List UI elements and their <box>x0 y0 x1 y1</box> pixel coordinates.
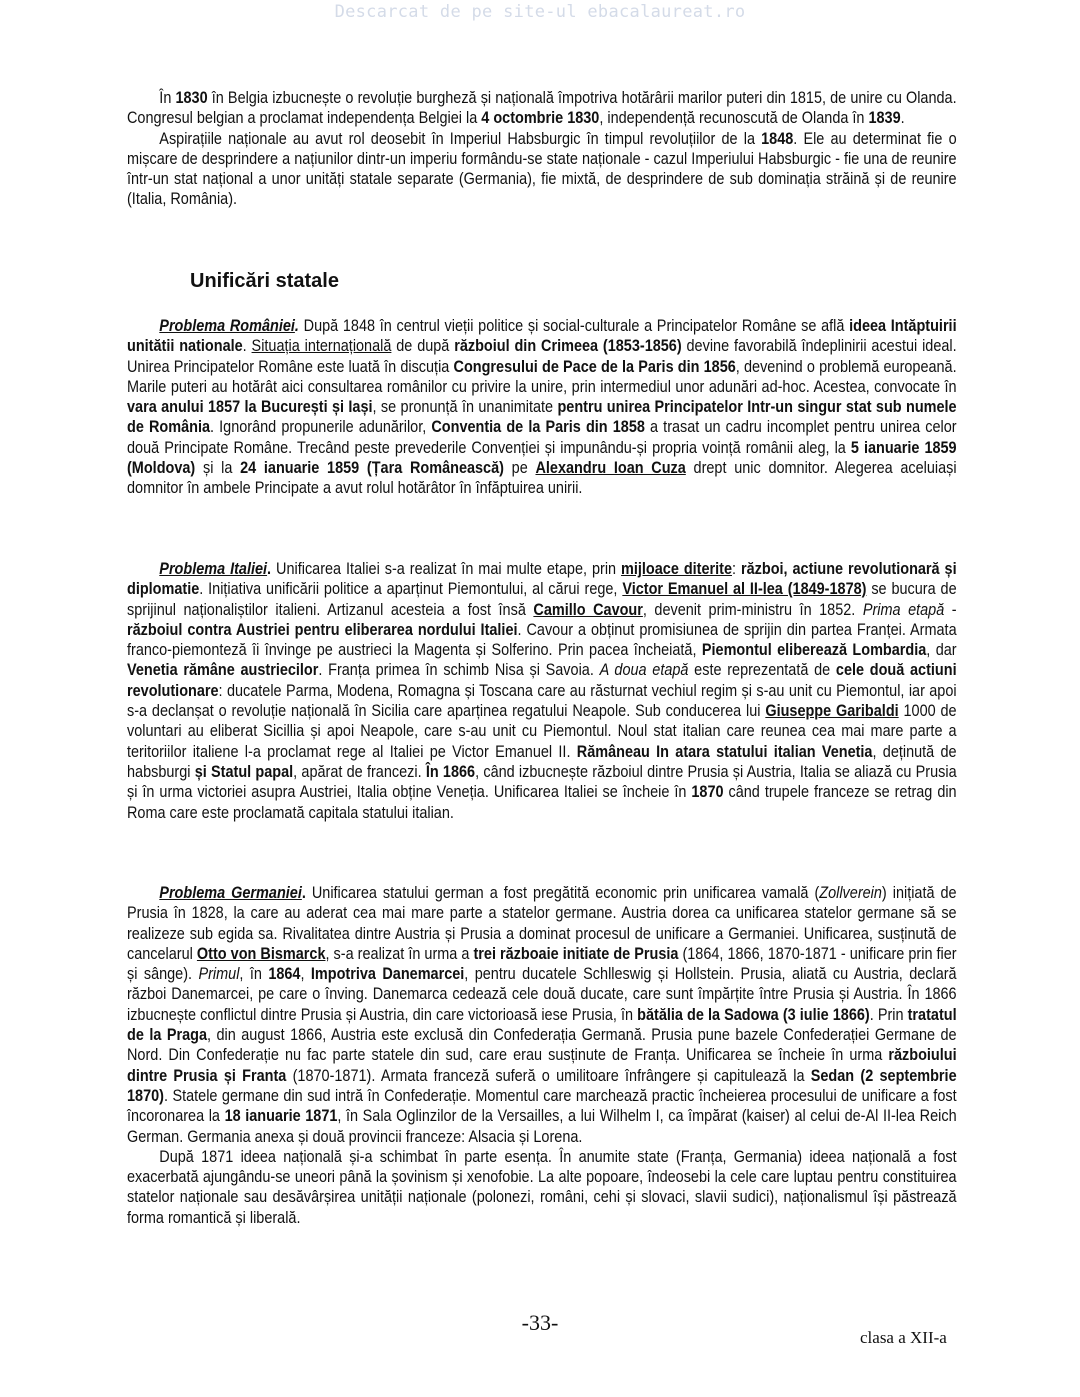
emphasized-text: Sedan (2 septembrie 1870) <box>127 1065 957 1105</box>
text-run: când trupele franceze se retrag din Roma care este proclamată capitala statului italian. <box>127 782 957 822</box>
text-run: Aspirațiile naționale au avut rol deosebit în Imperiul Habsburgic în timpul revoluțiilor de la <box>159 128 762 148</box>
text-run: se bucura de sprijinul naționaliștilor italieni. Artizanul acesteia a fost însă <box>127 579 957 619</box>
emphasized-text: 4 octombrie 1830 <box>481 108 600 128</box>
intro-section <box>127 88 957 210</box>
germany-section <box>127 883 957 1228</box>
class-label: clasa a XII-a <box>860 1328 947 1347</box>
paragraph <box>127 1147 957 1228</box>
text-run: . Franța primea în schimb Nisa și Savoia. <box>318 660 600 680</box>
emphasized-text: 1848 <box>761 128 794 148</box>
emphasized-text: Problema Italiei <box>159 559 268 578</box>
emphasized-text: tratatul de la Praga <box>127 1004 957 1045</box>
emphasized-text: . <box>294 316 299 335</box>
text-run: , dar <box>926 640 957 660</box>
emphasized-text: . <box>301 883 306 902</box>
text-run: în Belgia izbucnește o revoluție burgheză și națională împotriva hotărârii marilor puteri din 1815, de unire cu Olanda. Congresul belgian a proclamat independența Belgiei la <box>127 88 957 128</box>
emphasized-text: războiul din Crimeea (1853-1856) <box>454 336 682 356</box>
text-run: este reprezentată de <box>688 660 836 680</box>
text-run: Unificarea statului german a fost pregătită economic prin unificarea vamală ( <box>305 883 820 902</box>
emphasized-text: război, actiune revolutionară și diplomatie <box>127 559 957 599</box>
emphasized-text: războiului dintre Prusia și Franta <box>127 1045 957 1085</box>
text-run: . <box>900 108 905 128</box>
emphasized-text: trei războaie initiate de Prusia <box>473 943 679 963</box>
text-run: , devenind o problemă europeană. Marile puteri au hotărât aici consultarea românilor cu privire la unire, prin intermediul unor adunări ad-hoc. Acestea, convocate în <box>127 356 957 396</box>
emphasized-text: În 1866 <box>425 761 476 781</box>
emphasized-text: Rămâneau In atara statului italian Venetia <box>576 741 873 761</box>
text-run: , deținută de habsburgi <box>127 741 957 781</box>
emphasized-text: . <box>267 559 272 578</box>
emphasized-text: Giuseppe Garibaldi <box>765 701 899 721</box>
text-run: : <box>732 559 741 578</box>
emphasized-text: bătălia de la Sadowa (3 iulie 1866) <box>637 1004 870 1024</box>
text-run: a trasat un cadru incomplet pentru unirea celor două Principate Române. Trecând peste prevederile Convenției și impunându-și propria voință românii aleg, la <box>127 417 957 457</box>
text-run: 1000 de voluntari au eliberat Sicillia și apoi Neapole, care s-au unit cu Piemontul. Noul stat italian care reunea cea mai mare parte a teritoriilor italiene l-a proclamat rege al Italiei pe Victor Emanuel II. <box>127 701 957 761</box>
emphasized-text: 5 ianuarie 1859 (Moldova) <box>127 437 957 478</box>
emphasized-text: Primul <box>198 964 240 984</box>
text-run: , independență recunoscută de Olanda în <box>599 108 869 128</box>
text-run: , se pronunță în unanimitate <box>372 397 558 417</box>
text-run: , în Sala Oglinzilor de la Versailles, a lui Wilhelm I, ca împărat (kaiser) al celui de-Al II-lea Reich German. Germania anexa și două provincii franceze: Alsacia și Lorena. <box>127 1106 957 1146</box>
emphasized-text: 24 ianuarie 1859 (Țara Românească) <box>240 458 504 478</box>
emphasized-text: și Statul papal <box>194 761 294 781</box>
text-run: . Cavour a obținut promisiunea de sprijin din partea Franței. Armata franco-piemonteză îi învinge pe austrieci la Magenta și Solferino. Prin pacea încheiată, <box>127 619 957 660</box>
text-run: ) inițiată de Prusia în 1828, la care au aderat cea mai mare parte a statelor germane. Austria dorea ca unificarea statelor germane să se realizeze sub egida sa. Rivalitatea dintre Austria și Prusia a dominat procesul de unificare a Germaniei. Unificarea, susținută de cancelarul <box>127 883 957 963</box>
romania-section <box>127 316 957 499</box>
text-run: de după <box>391 336 455 356</box>
text-run: devine favorabilă îndeplinirii acestui ideal. Unirea Principatelor Române este luată în discuția <box>127 336 957 376</box>
text-run: , s-a realizat în urma a <box>325 943 474 963</box>
emphasized-text: ideea Intăptuirii unitătii nationale <box>127 316 957 356</box>
emphasized-text: războiul contra Austriei pentru eliberarea nordului Italiei <box>127 619 518 639</box>
text-run: . Ele au determinat fie o mișcare de desprindere a națiunilor dintr-un imperiu formându-se state naționale - cazul Imperiului Habsburgic - fie una de reunire într-un stat național a unor unități statale separate (Germania), fie mixtă, de desprindere de sub dominația străină și de reunire (Italia, România). <box>127 128 957 209</box>
text-run: , devenit prim-ministru în 1852. <box>642 599 863 619</box>
paragraph <box>127 883 957 1147</box>
text-run: După 1871 ideea națională și-a schimbat în parte esența. În anumite state (Franța, Germania) ideea națională a fost exacerbată ajungându-se uneori până la șovinism și xenofobie. La alte popoare, îndeosebi la cele care luptau pentru constituirea statelor naționale sau desăvârșirea unității naționale (polonezi, români, cehi și slovaci, slavii sudici), naționalismul își păstrează forma romantică și liberală. <box>127 1146 957 1227</box>
text-run: . Ignorând propunerile adunărilor, <box>210 417 432 437</box>
section-heading: Unificări statale <box>190 270 339 292</box>
text-run: , pentru ducatele Schlleswig și Hollstein. Prusia, aliată cu Austria, declară război Danemarcei, pe care o înving. Danemarca cedează cele două ducate, care sunt împărțite între Prusia și Austria. În 1866 izbucnește conflictul dintre Prusia și Austria, din care victorioasă iese Prusia, în <box>127 964 957 1024</box>
text-run: , <box>300 964 311 984</box>
emphasized-text: Piemontul eliberează Lombardia <box>701 640 927 660</box>
emphasized-text: Alexandru Ioan Cuza <box>535 458 686 478</box>
emphasized-text: Congresului de Pace de la Paris din 1856 <box>453 356 736 376</box>
emphasized-text: Problema României <box>159 316 295 335</box>
emphasized-text: Impotriva Danemarcei <box>310 964 465 984</box>
italy-section <box>127 559 957 823</box>
emphasized-text: Prima etapă <box>862 599 945 619</box>
emphasized-text: vara anului 1857 la București și Iași <box>127 397 373 417</box>
text-run: , din august 1866, Austria este exclusă din Confederația Germană. Prusia pune bazele Confederației Germane de Nord. Din Confederație nu fac parte statele din sud, care erau susținute de Franța. Unificarea se încheie în urma <box>127 1025 957 1065</box>
text-run: După 1848 în centrul vieții politice și social-culturale a Principatelor Române se află <box>298 316 850 335</box>
text-run: . <box>242 336 252 356</box>
text-run: . Prin <box>869 1004 908 1024</box>
text-run: pe <box>503 458 536 478</box>
text-run: , când izbucnește războiul dintre Prusia și Austria, Italia se aliază cu Prusia și în urma victoriei asupra Austriei, Italia obține Veneția. Unificarea Italiei se încheie în <box>127 761 957 802</box>
text-run: , apărat de francezi. <box>293 761 426 781</box>
emphasized-text: Problema Germaniei <box>159 883 302 902</box>
watermark: Descarcat de pe site-ul ebacalaureat.ro <box>334 2 746 22</box>
emphasized-text: Otto von Bismarck <box>196 943 326 963</box>
text-run: (1864, 1866, 1870-1871 - unificare prin fier și sânge). <box>127 943 957 984</box>
page-number: -33- <box>521 1310 559 1335</box>
emphasized-text: pentru unirea Principatelor Intr-un singur stat sub numele de România <box>127 397 957 437</box>
paragraph <box>127 129 957 210</box>
text-run: , în <box>239 964 269 984</box>
emphasized-text: Conventia de la Paris din 1858 <box>431 417 645 437</box>
text-run: . Statele germane din sud intră în Confederație. Momentul care marchează practic încheierea procesului de unificare a fost încoronarea la <box>127 1085 957 1126</box>
emphasized-text: 1870 <box>691 782 724 802</box>
emphasized-text: 1839 <box>868 108 901 128</box>
text-run: drept unic domnitor. Alegerea aceluiași domnitor în ambele Principate a avut rolul hotărâtor în înfăptuirea unirii. <box>127 458 957 498</box>
paragraph <box>127 88 957 129</box>
text-run: Unificarea Italiei s-a realizat în mai multe etape, prin <box>271 559 622 578</box>
text-run: : ducatele Parma, Modena, Romagna și Toscana care au răsturnat vechiul regim și s-au unit cu Piemontul, iar apoi s-a declanșat o revoluție națională în Sicilia care aparținea regatului Neapole. Sub conducerea lui <box>127 680 957 721</box>
text-run: (1870-1871). Armata franceză suferă o umilitoare înfrângere și capitulează la <box>286 1065 811 1085</box>
emphasized-text: cele două actiuni revolutionare <box>127 660 957 700</box>
text-run: . Inițiativa unificării politice a aparținut Piemontului, al cărui rege, <box>199 579 623 599</box>
emphasized-text: 1830 <box>175 88 208 107</box>
emphasized-text: 1864 <box>268 964 301 984</box>
paragraph <box>127 559 957 823</box>
emphasized-text: Situația internațională <box>251 336 392 356</box>
emphasized-text: A doua etapă <box>599 660 689 680</box>
emphasized-text: Venetia rămâne austriecilor <box>127 660 319 680</box>
paragraph <box>127 316 957 499</box>
emphasized-text: mijloace diterite <box>621 559 733 578</box>
emphasized-text: Victor Emanuel al II-lea (1849-1878) <box>622 579 867 599</box>
text-run: și la <box>195 458 241 478</box>
emphasized-text: Camillo Cavour <box>533 599 643 619</box>
emphasized-text: 18 ianuarie 1871 <box>224 1106 338 1126</box>
text-run: În <box>159 88 176 107</box>
text-run: - <box>944 599 957 619</box>
emphasized-text: Zollverein <box>819 883 882 902</box>
